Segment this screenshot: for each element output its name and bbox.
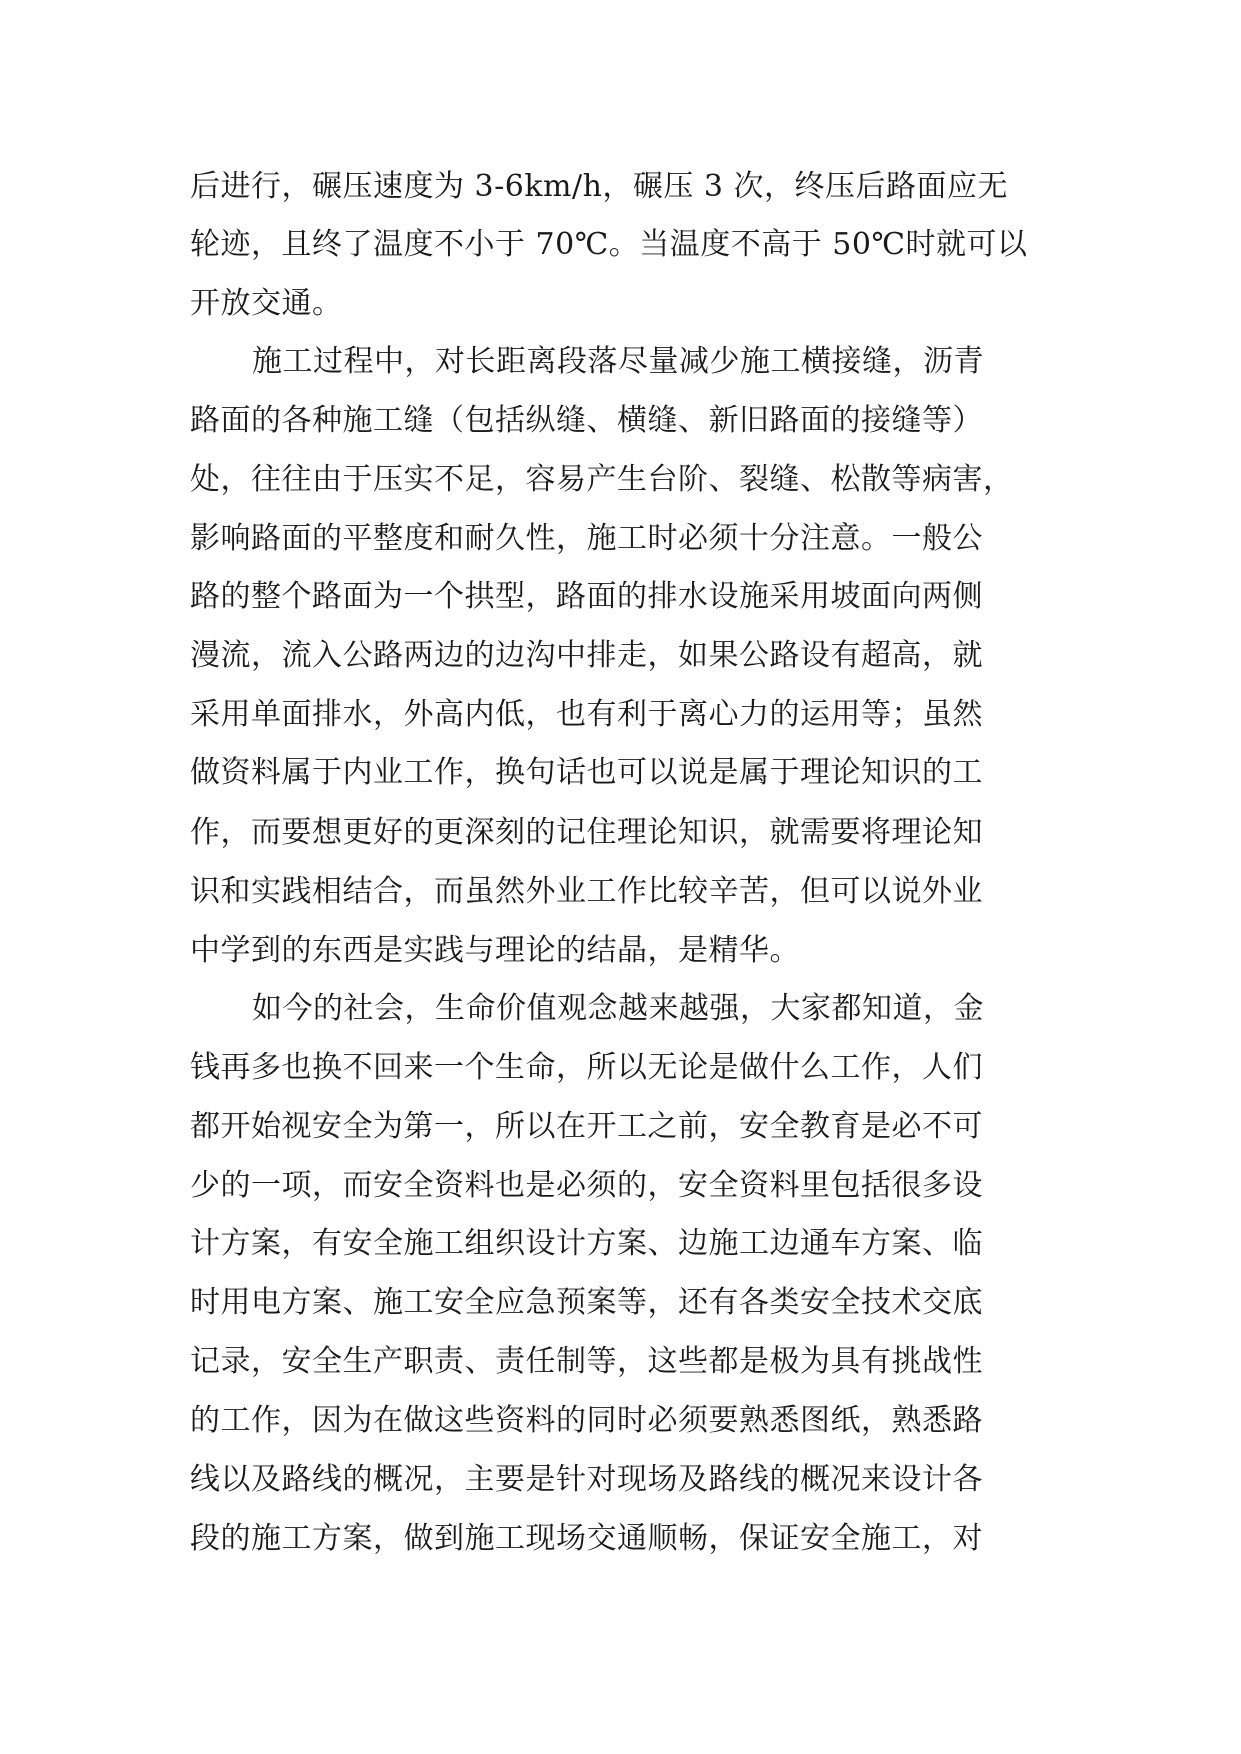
text-line: 路的整个路面为一个拱型，路面的排水设施采用坡面向两侧: [190, 579, 983, 614]
text-line: 轮迹，且终了温度不小于 70℃。当温度不高于 50℃时就可以: [190, 227, 1028, 262]
text-line: 识和实践相结合，而虽然外业工作比较辛苦，但可以说外业: [190, 874, 983, 909]
text-line: 线以及路线的概况，主要是针对现场及路线的概况来设计各: [190, 1462, 983, 1497]
text-line: 中学到的东西是实践与理论的结晶，是精华。: [190, 933, 800, 968]
text-line: 时用电方案、施工安全应急预案等，还有各类安全技术交底: [190, 1285, 983, 1320]
text-line: 的工作，因为在做这些资料的同时必须要熟悉图纸，熟悉路: [190, 1403, 983, 1438]
text-line: 处，往往由于压实不足，容易产生台阶、裂缝、松散等病害，: [190, 462, 1014, 497]
text-line: 记录，安全生产职责、责任制等，这些都是极为具有挑战性: [190, 1344, 983, 1379]
text-line: 都开始视安全为第一，所以在开工之前，安全教育是必不可: [190, 1109, 983, 1144]
text-line: 施工过程中，对长距离段落尽量减少施工横接缝，沥青: [252, 344, 984, 379]
text-line: 作，而要想更好的更深刻的记住理论知识，就需要将理论知: [190, 815, 983, 850]
text-line: 后进行，碾压速度为 3-6km/h，碾压 3 次，终压后路面应无: [190, 169, 1009, 204]
text-line: 钱再多也换不回来一个生命，所以无论是做什么工作，人们: [190, 1050, 983, 1085]
text-line: 段的施工方案，做到施工现场交通顺畅，保证安全施工，对: [190, 1521, 983, 1556]
text-line: 路面的各种施工缝（包括纵缝、横缝、新旧路面的接缝等）: [190, 403, 983, 438]
text-line: 做资料属于内业工作，换句话也可以说是属于理论知识的工: [190, 755, 983, 790]
text-line: 开放交通。: [190, 286, 343, 321]
text-line: 影响路面的平整度和耐久性，施工时必须十分注意。一般公: [190, 521, 983, 556]
text-line: 漫流，流入公路两边的边沟中排走，如果公路设有超高，就: [190, 638, 983, 673]
text-line: 采用单面排水，外高内低，也有利于离心力的运用等；虽然: [190, 697, 983, 732]
text-line: 少的一项，而安全资料也是必须的，安全资料里包括很多设: [190, 1168, 983, 1203]
text-line: 计方案，有安全施工组织设计方案、边施工边通车方案、临: [190, 1226, 983, 1261]
text-line: 如今的社会，生命价值观念越来越强，大家都知道，金: [252, 991, 984, 1026]
